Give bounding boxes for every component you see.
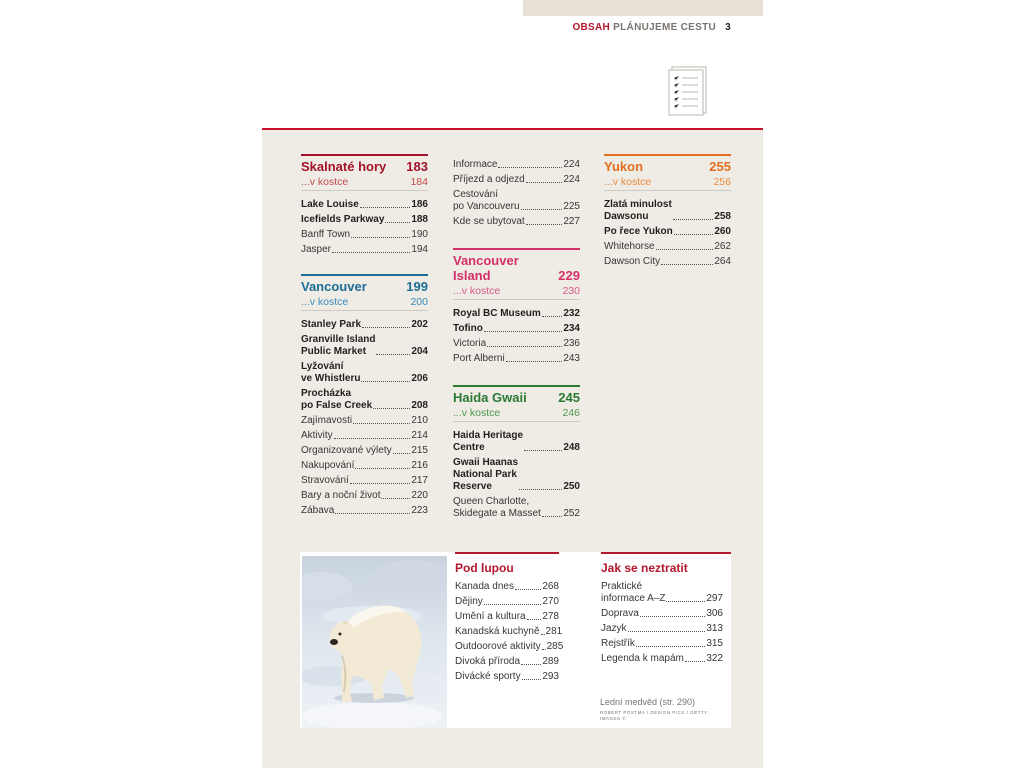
- dot-leader: [350, 483, 411, 484]
- toc-entry[interactable]: [455, 639, 564, 654]
- toc-entry-page: 278: [542, 610, 559, 622]
- toc-entry-name: Tofino: [453, 322, 483, 334]
- entry-list: [604, 197, 731, 269]
- toc-entry-page: 223: [411, 504, 428, 516]
- kostce-row[interactable]: [453, 283, 580, 300]
- toc-entry-name: Jazyk: [601, 622, 627, 634]
- dot-leader: [332, 252, 410, 253]
- section-title: Vancouver: [301, 279, 367, 294]
- dot-leader: [498, 167, 562, 168]
- dot-leader: [674, 234, 714, 235]
- toc-entry-name: Divoká příroda: [455, 655, 521, 667]
- toc-entry[interactable]: [453, 336, 580, 351]
- toc-entry-page: 260: [714, 225, 731, 237]
- toc-entry-name: Legenda k mapám: [601, 652, 684, 664]
- section-title: Haida Gwaii: [453, 390, 527, 405]
- section-title: Yukon: [604, 159, 644, 174]
- toc-entry-name: Doprava: [601, 607, 639, 619]
- header-tab-strip: [523, 0, 763, 16]
- polar-bear-photo: [302, 556, 447, 728]
- toc-entry-page: 234: [563, 322, 580, 334]
- toc-entry-name: Haida Heritage Centre: [453, 429, 524, 453]
- toc-entry-page: 225: [563, 200, 580, 212]
- dot-leader: [541, 634, 545, 635]
- section-page: 183: [406, 159, 428, 174]
- toc-entry-name: Dějiny: [455, 595, 483, 607]
- dot-leader: [542, 649, 546, 650]
- toc-entry-page: 313: [706, 622, 723, 634]
- kostce-label: ...v kostce: [604, 176, 652, 188]
- dot-leader: [361, 381, 410, 382]
- toc-entry-name: Victoria: [453, 337, 487, 349]
- toc-entry-name: Stravování: [301, 474, 349, 486]
- kostce-page: 230: [562, 285, 580, 297]
- toc-entry-name: Lyžování ve Whistleru: [301, 360, 361, 384]
- toc-entry[interactable]: [604, 254, 731, 269]
- dot-leader: [334, 438, 411, 439]
- dot-leader: [353, 423, 410, 424]
- toc-entry[interactable]: [453, 494, 580, 521]
- toc-entry-name: Zajímavosti: [301, 414, 353, 426]
- toc-entry-name: Umění a kultura: [455, 610, 526, 622]
- entry-list: [301, 317, 428, 518]
- kostce-page: 256: [713, 176, 731, 188]
- toc-entry-page: 224: [563, 158, 580, 170]
- toc-entry-page: 210: [411, 414, 428, 426]
- toc-entry-page: 194: [411, 243, 428, 255]
- dot-leader: [484, 331, 563, 332]
- toc-entry-page: 236: [563, 337, 580, 349]
- toc-entry-page: 243: [563, 352, 580, 364]
- toc-entry[interactable]: [455, 594, 559, 609]
- dot-leader: [640, 616, 706, 617]
- kostce-row[interactable]: [301, 174, 428, 191]
- toc-entry-name: Praktické informace A–Z: [601, 580, 666, 604]
- toc-entry-page: 216: [411, 459, 428, 471]
- dot-leader: [656, 249, 714, 250]
- dot-leader: [666, 601, 705, 602]
- dot-leader: [484, 604, 542, 605]
- toc-entry-name: Kanadská kuchyně: [455, 625, 540, 637]
- dot-leader: [506, 361, 563, 362]
- toc-entry-page: 270: [542, 595, 559, 607]
- dot-leader: [335, 513, 410, 514]
- toc-entry-name: Divácké sporty: [455, 670, 521, 682]
- toc-entry-page: 232: [563, 307, 580, 319]
- toc-entry[interactable]: [601, 651, 723, 666]
- section-vancouver-island[interactable]: [453, 250, 580, 283]
- toc-entry[interactable]: [453, 428, 580, 455]
- toc-entry-page: 204: [411, 345, 428, 357]
- toc-entry-page: 250: [563, 480, 580, 492]
- dot-leader: [522, 679, 542, 680]
- dot-leader: [636, 646, 705, 647]
- toc-entry-name: Rejstřík: [601, 637, 635, 649]
- kostce-row[interactable]: [453, 405, 580, 422]
- photo-caption: Lední medvěd (str. 290): [600, 697, 696, 707]
- toc-entry-page: 190: [411, 228, 428, 240]
- dot-leader: [542, 516, 562, 517]
- toc-entry-name: Icefields Parkway: [301, 213, 385, 225]
- toc-entry-page: 186: [411, 198, 428, 210]
- toc-entry-name: Kanada dnes: [455, 580, 514, 592]
- toc-column-3: [604, 154, 731, 269]
- dot-leader: [526, 182, 563, 183]
- pod-lupou-title[interactable]: Pod lupou: [455, 552, 559, 579]
- toc-entry[interactable]: [301, 503, 428, 518]
- kostce-page: 246: [562, 407, 580, 419]
- kostce-label: ...v kostce: [453, 407, 501, 419]
- dot-leader: [521, 664, 541, 665]
- kostce-label: ...v kostce: [453, 285, 501, 297]
- toc-entry[interactable]: [455, 609, 559, 624]
- jak-se-neztratit-block: [601, 552, 731, 666]
- toc-entry[interactable]: [453, 455, 580, 494]
- dot-leader: [393, 453, 411, 454]
- toc-entry-name: Kde se ubytovat: [453, 215, 525, 227]
- kostce-page: 200: [410, 296, 428, 308]
- toc-entry[interactable]: [301, 197, 428, 212]
- toc-entry-name: Granville Island Public Market: [301, 333, 376, 357]
- section-skalnate-hory[interactable]: [301, 156, 428, 174]
- toc-entry-name: Příjezd a odjezd: [453, 173, 525, 185]
- section-page: 255: [709, 159, 731, 174]
- toc-entry[interactable]: [455, 654, 559, 669]
- toc-entry[interactable]: [455, 624, 563, 639]
- dot-leader: [519, 489, 562, 490]
- dot-leader: [515, 589, 541, 590]
- toc-entry-page: 315: [706, 637, 723, 649]
- toc-entry-name: Jasper: [301, 243, 332, 255]
- toc-entry-name: Procházka po False Creek: [301, 387, 373, 411]
- dot-leader: [628, 631, 706, 632]
- toc-entry[interactable]: [301, 212, 428, 227]
- toc-entry[interactable]: [301, 458, 428, 473]
- toc-entry-name: Zlatá minulost Dawsonu: [604, 198, 672, 222]
- running-header: [572, 22, 731, 33]
- toc-entry-page: 264: [714, 255, 731, 267]
- toc-entry-page: 217: [411, 474, 428, 486]
- toc-column-2: [453, 157, 580, 521]
- entry-list: [455, 579, 564, 684]
- section-page: 245: [558, 390, 580, 405]
- toc-entry[interactable]: [301, 428, 428, 443]
- section-page: 199: [406, 279, 428, 294]
- toc-entry-name: Royal BC Museum: [453, 307, 541, 319]
- toc-entry[interactable]: [601, 579, 723, 606]
- toc-entry[interactable]: [453, 214, 580, 229]
- header-obsah: OBSAH: [572, 22, 611, 33]
- toc-column-1: [301, 154, 428, 518]
- entry-list: [453, 428, 580, 521]
- toc-entry[interactable]: [455, 669, 559, 684]
- page-number: 3: [725, 22, 731, 33]
- toc-entry-page: 188: [411, 213, 428, 225]
- dot-leader: [487, 346, 562, 347]
- toc-entry-page: 252: [563, 507, 580, 519]
- toc-entry[interactable]: [301, 227, 428, 242]
- toc-entry-name: Organizované výlety: [301, 444, 392, 456]
- dot-leader: [673, 219, 714, 220]
- toc-entry-name: Queen Charlotte, Skidegate a Masset: [453, 495, 541, 519]
- toc-entry-page: 248: [563, 441, 580, 453]
- toc-entry-page: 206: [411, 372, 428, 384]
- photo-credit: ROBERT POSTMA / DESIGN PICS / GETTY IMAGES ©: [600, 710, 708, 721]
- kostce-page: 184: [410, 176, 428, 188]
- toc-entry[interactable]: [301, 386, 428, 413]
- toc-entry[interactable]: [601, 621, 723, 636]
- entry-list: [301, 197, 428, 257]
- section-vancouver[interactable]: [301, 276, 428, 294]
- entry-list: [453, 306, 580, 366]
- toc-entry-name: Nakupování: [301, 459, 355, 471]
- toc-entry[interactable]: [453, 321, 580, 336]
- dot-leader: [685, 661, 705, 662]
- toc-entry[interactable]: [604, 197, 731, 224]
- toc-entry-page: 208: [411, 399, 428, 411]
- toc-entry-page: 220: [411, 489, 428, 501]
- polar-bear-image: [302, 556, 447, 728]
- checklist-document-icon: [668, 66, 710, 116]
- dot-leader: [355, 468, 410, 469]
- dot-leader: [521, 209, 563, 210]
- toc-entry[interactable]: [301, 332, 428, 359]
- dot-leader: [542, 316, 563, 317]
- toc-entry-page: 306: [706, 607, 723, 619]
- toc-entry-name: Zábava: [301, 504, 335, 516]
- toc-entry[interactable]: [301, 317, 428, 332]
- toc-entry-page: 202: [411, 318, 428, 330]
- toc-entry[interactable]: [301, 359, 428, 386]
- kostce-row[interactable]: [301, 294, 428, 311]
- toc-entry-name: Whitehorse: [604, 240, 655, 252]
- section-yukon[interactable]: [604, 156, 731, 174]
- toc-entry[interactable]: [601, 636, 723, 651]
- dot-leader: [385, 222, 410, 223]
- section-haida-gwaii[interactable]: [453, 387, 580, 405]
- dot-leader: [351, 237, 410, 238]
- entry-list: [453, 157, 580, 229]
- kostce-label: ...v kostce: [301, 176, 349, 188]
- dot-leader: [381, 498, 410, 499]
- toc-entry-name: Dawson City: [604, 255, 661, 267]
- toc-entry-name: Port Alberni: [453, 352, 505, 364]
- toc-entry[interactable]: [453, 187, 580, 214]
- toc-entry-page: 322: [706, 652, 723, 664]
- entry-list: [601, 579, 723, 666]
- toc-entry-page: 215: [411, 444, 428, 456]
- toc-entry[interactable]: [301, 443, 428, 458]
- pod-lupou-block: [455, 552, 564, 684]
- toc-entry-page: 224: [563, 173, 580, 185]
- toc-entry-page: 262: [714, 240, 731, 252]
- toc-entry-page: 258: [714, 210, 731, 222]
- toc-entry-name: Aktivity: [301, 429, 333, 441]
- toc-entry-name: Po řece Yukon: [604, 225, 673, 237]
- toc-entry-page: 214: [411, 429, 428, 441]
- kostce-row[interactable]: [604, 174, 731, 191]
- section-title: Vancouver Island: [453, 253, 519, 283]
- jak-se-neztratit-title[interactable]: Jak se neztratit: [601, 552, 731, 579]
- toc-entry-name: Lake Louise: [301, 198, 359, 210]
- toc-entry[interactable]: [453, 306, 580, 321]
- toc-entry-name: Banff Town: [301, 228, 351, 240]
- toc-entry-page: 268: [542, 580, 559, 592]
- toc-entry[interactable]: [455, 579, 559, 594]
- toc-entry[interactable]: [601, 606, 723, 621]
- section-title: Skalnaté hory: [301, 159, 387, 174]
- toc-entry-page: 227: [563, 215, 580, 227]
- dot-leader: [526, 224, 563, 225]
- toc-entry-name: Cestování po Vancouveru: [453, 188, 520, 212]
- dot-leader: [362, 327, 410, 328]
- kostce-label: ...v kostce: [301, 296, 349, 308]
- toc-entry[interactable]: [453, 157, 580, 172]
- toc-entry[interactable]: [604, 224, 731, 239]
- toc-entry[interactable]: [604, 239, 731, 254]
- toc-entry-page: 289: [542, 655, 559, 667]
- toc-entry[interactable]: [453, 172, 580, 187]
- toc-entry-name: Informace: [453, 158, 498, 170]
- toc-entry-name: Stanley Park: [301, 318, 362, 330]
- dot-leader: [360, 207, 411, 208]
- dot-leader: [376, 354, 410, 355]
- toc-entry-page: 281: [545, 625, 563, 637]
- toc-entry-name: Outdoorové aktivity: [455, 640, 541, 652]
- toc-entry-page: 285: [546, 640, 564, 652]
- toc-entry[interactable]: [453, 351, 580, 366]
- toc-entry-name: Bary a noční život: [301, 489, 381, 501]
- toc-entry[interactable]: [301, 242, 428, 257]
- toc-entry-page: 293: [542, 670, 559, 682]
- dot-leader: [373, 408, 410, 409]
- toc-entry[interactable]: [301, 413, 428, 428]
- toc-entry-page: 297: [706, 592, 723, 604]
- section-page: 229: [558, 268, 580, 283]
- toc-entry-name: Gwaii Haanas National Park Reserve: [453, 456, 519, 492]
- header-section: PLÁNUJEME CESTU: [613, 22, 717, 33]
- toc-entry[interactable]: [301, 488, 428, 503]
- dot-leader: [527, 619, 542, 620]
- dot-leader: [524, 450, 562, 451]
- dot-leader: [661, 264, 713, 265]
- toc-entry[interactable]: [301, 473, 428, 488]
